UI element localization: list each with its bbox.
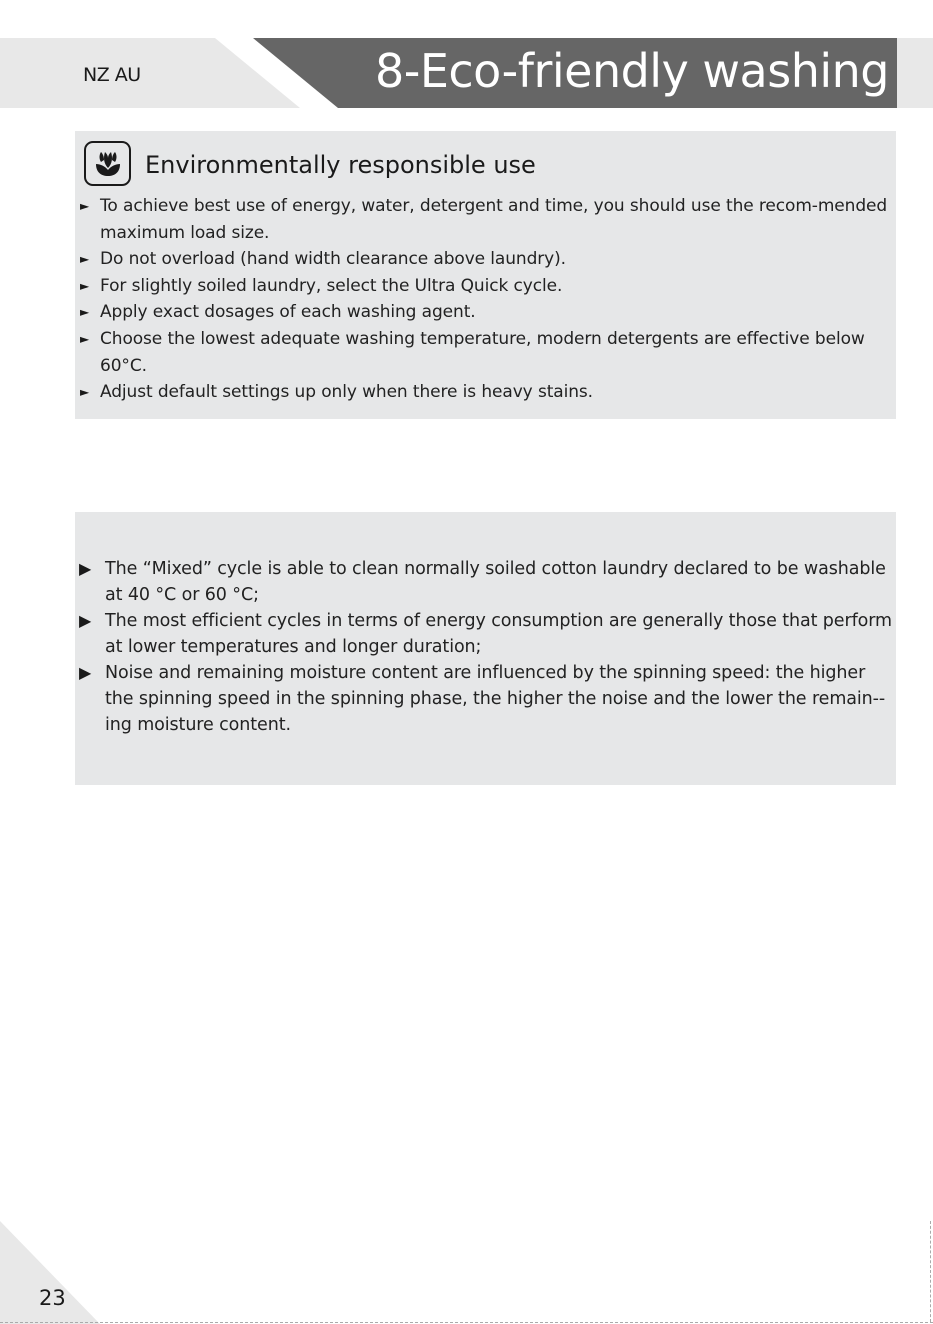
list-item: ▶ The most efficient cycles in terms of energy consumption are generally those that perform at lower temperatures and longer duration; [79,608,894,660]
bullet-arrow-icon: ► [80,252,90,267]
bullet-arrow-icon: ► [80,385,90,400]
crop-line-right [930,1221,931,1322]
header-right-stub [897,38,933,108]
page-number: 23 [39,1286,66,1310]
bullet-arrow-icon: ▶ [79,559,92,578]
cycle-info-list [79,556,894,738]
list-item: ► Adjust default settings up only when there is heavy stains. [80,379,892,406]
header-region-tab [0,38,300,108]
cycle-info-box [75,512,896,785]
bullet-arrow-icon: ▶ [79,663,92,682]
list-item: ► For slightly soiled laundry, select the Ultra Quick cycle. [80,273,892,300]
bullet-arrow-icon: ► [80,331,90,346]
eco-leaf-icon [84,141,131,186]
bullet-arrow-icon: ► [80,305,90,320]
page-title: 8-Eco-friendly washing [374,44,889,98]
bullet-arrow-icon: ► [80,278,90,293]
bullet-arrow-icon: ► [80,199,90,213]
crop-line-bottom [0,1322,933,1323]
list-item: ► Apply exact dosages of each washing agent. [80,299,892,326]
header-region-label: NZ AU [83,64,141,86]
list-item: ► Do not overload (hand width clearance above laundry). [80,246,892,273]
environmental-use-box [75,131,896,419]
bullet-arrow-icon: ▶ [79,611,92,630]
tips-list [80,193,892,406]
list-item: ► Choose the lowest adequate washing temperature, modern detergents are effective below 60°C. [80,326,892,379]
list-item: ▶ Noise and remaining moisture content are influenced by the spinning speed: the higher the spinning speed in the spinning phase, the higher the noise and the lower the remain-ing moisture content. [79,660,894,738]
section-heading: Environmentally responsible use [145,151,536,179]
list-item: ► To achieve best use of energy, water, detergent and time, you should use the recom-mended maximum load size. [80,193,892,246]
list-item: ▶ The “Mixed” cycle is able to clean normally soiled cotton laundry declared to be washable at 40 °C or 60 °C; [79,556,894,608]
